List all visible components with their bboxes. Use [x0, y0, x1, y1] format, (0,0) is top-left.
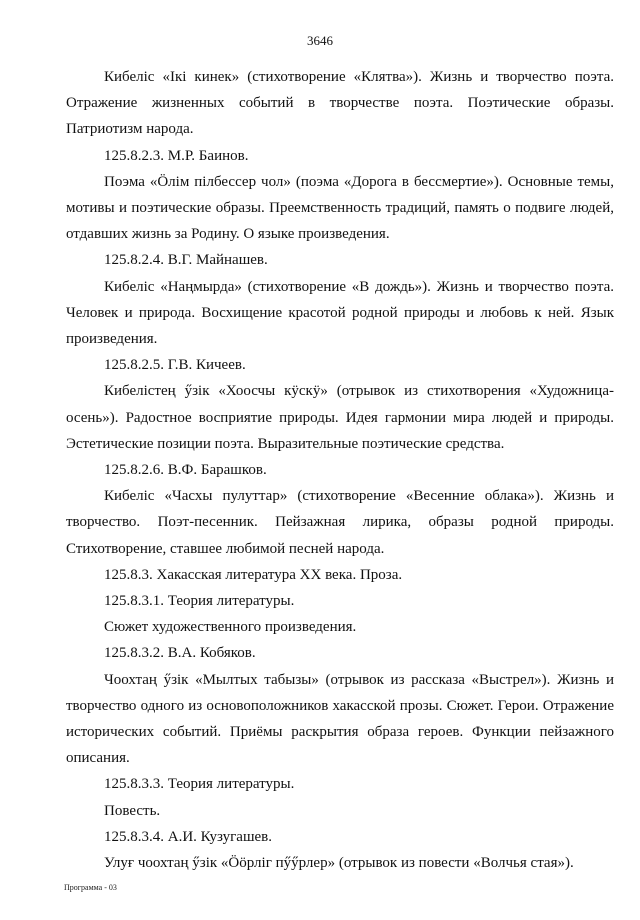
paragraph-myltyh-tabyzy: Чоохтаң ӳзік «Мылтых табызы» (отрывок из рассказа «Выстрел»). Жизнь и творчество одного из основоположников хакасской прозы. Сюжет. Герои. Отражение исторических событий. Приёмы раскрытия образа героев. Функции пейзажного описания.	[66, 671, 614, 767]
paragraph-oorlig-puurler: Улуғ чоохтаң ӳзік «Ӧӧрліг пӳӳрлер» (отрывок из повести «Волчья стая»).	[104, 855, 574, 872]
paragraph-chashy-puluttar: Кибеліс «Часхы пулуттар» (стихотворение «Весенние облака»). Жизнь и творчество. Поэт-песенник. Пейзажная лирика, образы родной природы. Стихотворение, ставшее любимой песней народа.	[66, 488, 614, 557]
section-heading-125-8-3-4: 125.8.3.4. А.И. Кузугашев.	[104, 828, 273, 845]
section-heading-125-8-2-6: 125.8.2.6. В.Ф. Барашков.	[104, 462, 267, 479]
section-heading-125-8-3-3: 125.8.3.3. Теория литературы.	[104, 776, 295, 793]
section-heading-125-8-3: 125.8.3. Хакасская литература XX века. Проза.	[104, 566, 403, 583]
section-heading-125-8-2-5: 125.8.2.5. Г.В. Кичеев.	[104, 357, 246, 374]
section-heading-125-8-2-3: 125.8.2.3. М.Р. Баинов.	[104, 147, 249, 164]
paragraph-nanmyrda: Кибеліс «Наңмырда» (стихотворение «В дождь»). Жизнь и творчество поэта. Человек и природа. Восхищение красотой родной природы и любовь к ней. Язык произведения.	[66, 278, 614, 348]
paragraph-syuzhet: Сюжет художественного произведения.	[104, 619, 357, 636]
page-number: 3646	[307, 33, 333, 48]
paragraph-kibelis-iki-kinek: Кибеліс «Ікі кинек» (стихотворение «Клятва»). Жизнь и творчество поэта. Отражение жизненных событий в творчестве поэта. Поэтические образы. Патриотизм народа.	[66, 69, 614, 138]
section-heading-125-8-3-2: 125.8.3.2. В.А. Кобяков.	[104, 645, 256, 662]
paragraph-hooschy-kusku: Кибелістең ӳзік «Хоосчы кӱскӱ» (отрывок из стихотворения «Художница-осень»). Радостное восприятие природы. Идея гармонии мира людей и природы. Эстетические позиции поэта. Выразительные поэтические средства.	[66, 383, 614, 452]
section-heading-125-8-2-4: 125.8.2.4. В.Г. Майнашев.	[104, 252, 268, 269]
section-heading-125-8-3-1: 125.8.3.1. Теория литературы.	[104, 593, 295, 610]
paragraph-olim-pilbesser-chol: Поэма «Ӧлім пілбессер чол» (поэма «Дорога в бессмертие»). Основные темы, мотивы и поэтические образы. Преемственность традиций, память о подвиге людей, отдавших жизнь за Родину. О языке произведения.	[66, 173, 614, 243]
document-body	[66, 64, 614, 876]
paragraph-povest: Повесть.	[104, 802, 161, 819]
footer-program-label: Программа - 03	[64, 883, 117, 892]
